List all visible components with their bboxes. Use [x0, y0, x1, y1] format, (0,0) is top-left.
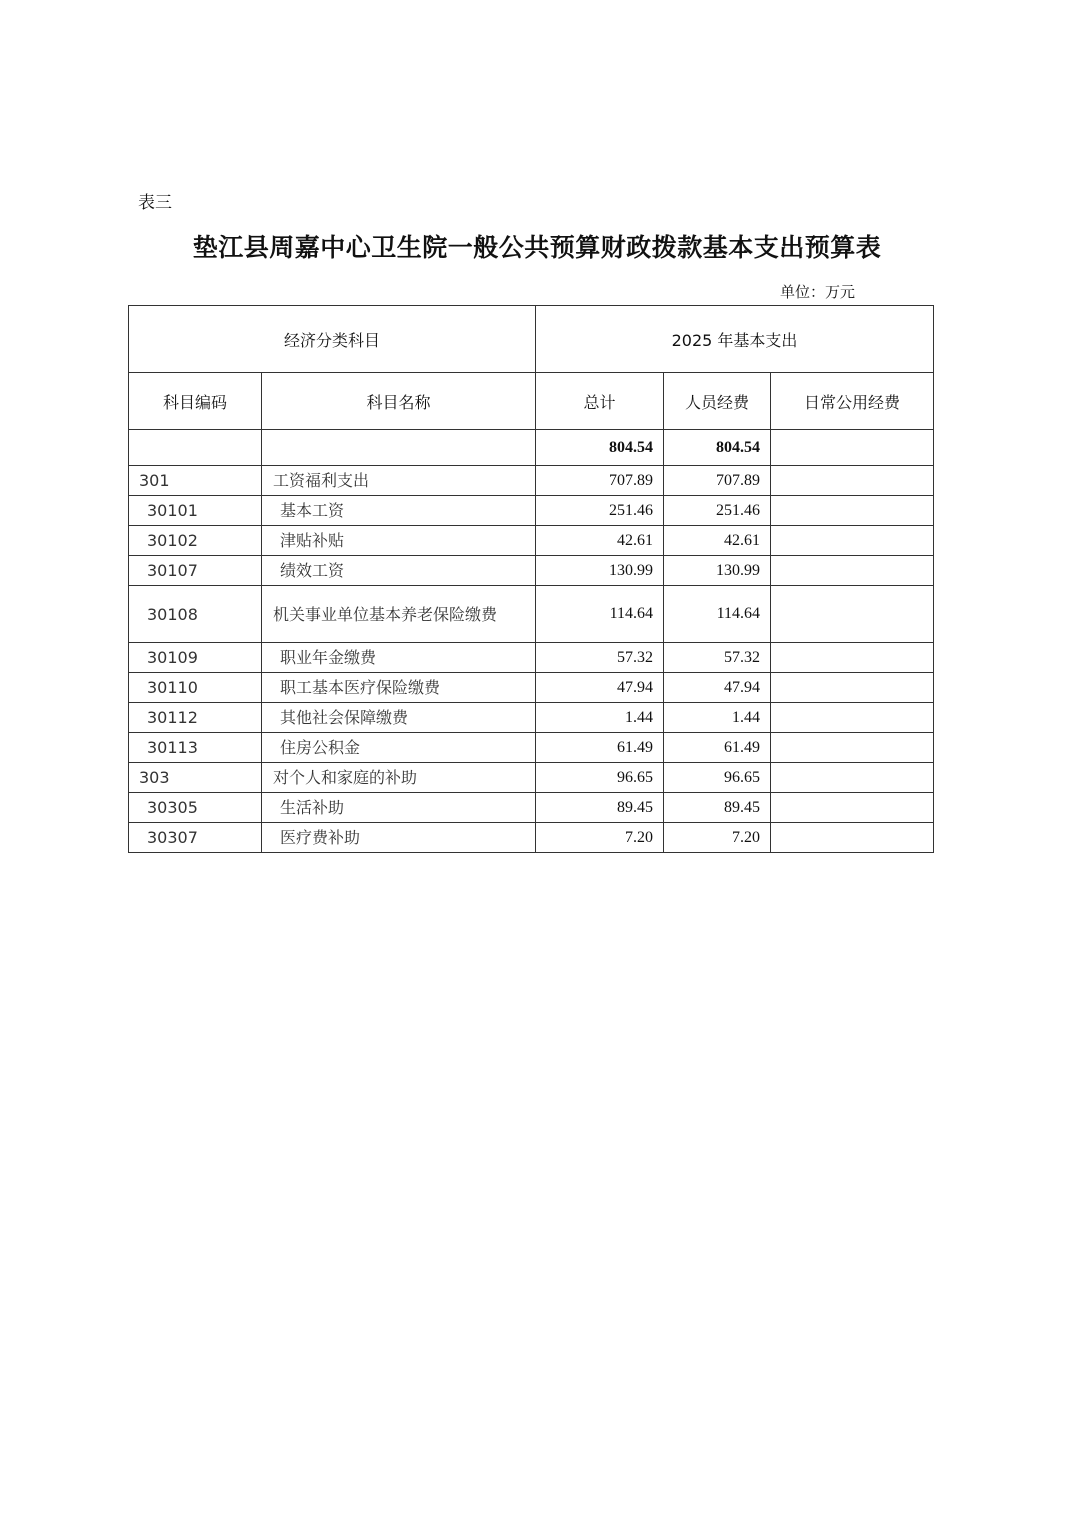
budget-table	[128, 305, 934, 853]
header-econ-class: 经济分类科目	[129, 306, 536, 373]
row-personnel: 114.64	[664, 586, 771, 643]
row-personnel: 707.89	[664, 466, 771, 496]
row-total: 251.46	[536, 496, 664, 526]
row-public	[771, 496, 934, 526]
header-total: 总计	[536, 373, 664, 430]
table-row	[129, 763, 934, 793]
total-name	[262, 430, 536, 466]
total-amount: 804.54	[536, 430, 664, 466]
row-name: 对个人和家庭的补助	[262, 763, 536, 793]
row-personnel: 42.61	[664, 526, 771, 556]
row-total: 61.49	[536, 733, 664, 763]
row-code: 303	[129, 763, 262, 793]
total-row	[129, 430, 934, 466]
header-code: 科目编码	[129, 373, 262, 430]
row-name: 生活补助	[262, 793, 536, 823]
row-code: 30109	[129, 643, 262, 673]
row-code: 30108	[129, 586, 262, 643]
table-label: 表三	[138, 193, 172, 213]
row-code: 30101	[129, 496, 262, 526]
table-row	[129, 703, 934, 733]
row-name: 绩效工资	[262, 556, 536, 586]
row-public	[771, 466, 934, 496]
row-total: 89.45	[536, 793, 664, 823]
row-name: 其他社会保障缴费	[262, 703, 536, 733]
row-name: 津贴补贴	[262, 526, 536, 556]
row-code: 30102	[129, 526, 262, 556]
total-public	[771, 430, 934, 466]
row-total: 57.32	[536, 643, 664, 673]
row-name: 基本工资	[262, 496, 536, 526]
header-basic-expenditure: 2025 年基本支出	[536, 306, 934, 373]
table-row	[129, 673, 934, 703]
table-row	[129, 496, 934, 526]
row-name: 住房公积金	[262, 733, 536, 763]
table-header-row-1	[129, 306, 934, 373]
row-total: 130.99	[536, 556, 664, 586]
table-header-row-2	[129, 373, 934, 430]
row-public	[771, 673, 934, 703]
row-public	[771, 733, 934, 763]
table-row	[129, 556, 934, 586]
row-personnel: 1.44	[664, 703, 771, 733]
row-public	[771, 556, 934, 586]
row-code: 301	[129, 466, 262, 496]
row-code: 30307	[129, 823, 262, 853]
row-personnel: 130.99	[664, 556, 771, 586]
row-code: 30112	[129, 703, 262, 733]
row-code: 30113	[129, 733, 262, 763]
unit-label: 单位：万元	[780, 283, 856, 301]
row-name: 机关事业单位基本养老保险缴费	[262, 586, 536, 643]
row-personnel: 96.65	[664, 763, 771, 793]
row-personnel: 47.94	[664, 673, 771, 703]
row-personnel: 57.32	[664, 643, 771, 673]
row-code: 30110	[129, 673, 262, 703]
header-personnel: 人员经费	[664, 373, 771, 430]
table-row	[129, 466, 934, 496]
page-title: 垫江县周嘉中心卫生院一般公共预算财政拨款基本支出预算表	[192, 233, 882, 262]
row-total: 96.65	[536, 763, 664, 793]
row-total: 114.64	[536, 586, 664, 643]
row-public	[771, 793, 934, 823]
row-public	[771, 643, 934, 673]
row-total: 707.89	[536, 466, 664, 496]
row-public	[771, 703, 934, 733]
row-total: 47.94	[536, 673, 664, 703]
row-personnel: 251.46	[664, 496, 771, 526]
table-row	[129, 793, 934, 823]
table-row	[129, 823, 934, 853]
row-name: 医疗费补助	[262, 823, 536, 853]
row-personnel: 61.49	[664, 733, 771, 763]
row-public	[771, 763, 934, 793]
table-row	[129, 643, 934, 673]
row-personnel: 89.45	[664, 793, 771, 823]
row-total: 7.20	[536, 823, 664, 853]
row-personnel: 7.20	[664, 823, 771, 853]
header-public: 日常公用经费	[771, 373, 934, 430]
total-personnel: 804.54	[664, 430, 771, 466]
total-code	[129, 430, 262, 466]
row-name: 工资福利支出	[262, 466, 536, 496]
table-row	[129, 526, 934, 556]
table-row	[129, 586, 934, 643]
row-total: 42.61	[536, 526, 664, 556]
row-name: 职工基本医疗保险缴费	[262, 673, 536, 703]
row-public	[771, 526, 934, 556]
table-row	[129, 733, 934, 763]
row-code: 30305	[129, 793, 262, 823]
row-code: 30107	[129, 556, 262, 586]
header-name: 科目名称	[262, 373, 536, 430]
row-total: 1.44	[536, 703, 664, 733]
row-public	[771, 586, 934, 643]
row-public	[771, 823, 934, 853]
row-name: 职业年金缴费	[262, 643, 536, 673]
